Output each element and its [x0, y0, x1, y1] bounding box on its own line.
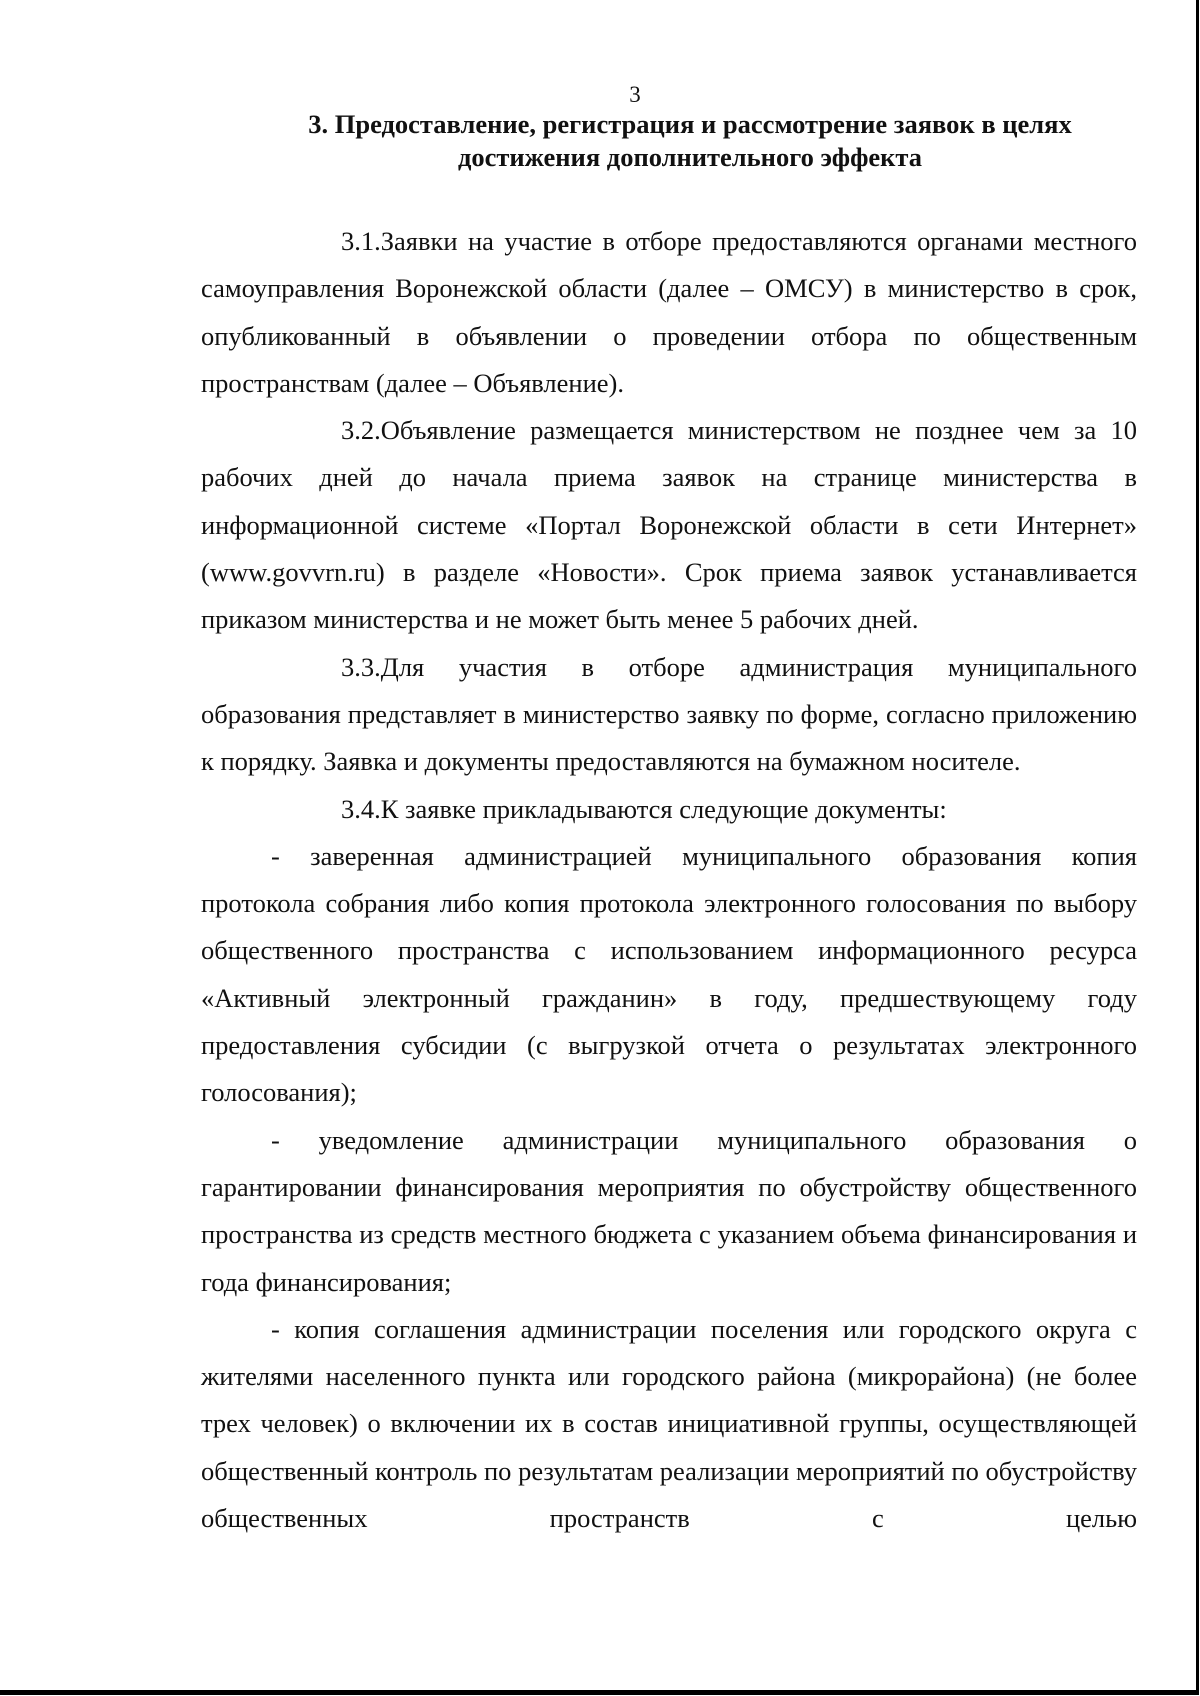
section-title: [250, 108, 1130, 174]
paragraph-number: 3.1.: [341, 226, 381, 256]
list-item-agreement-copy: - копия соглашения администрации поселения или городского округа с жителями населенного пункта или городского района (микрорайона) (не более трех человек) о включении их в состав инициативной группы, осуществляющей общественный контроль по результатам реализации мероприятий по обустройству общественных пространств с целью: [201, 1313, 1137, 1534]
section-title-line-2: достижения дополнительного эффекта: [457, 142, 923, 172]
paragraph-number: 3.4.: [341, 793, 381, 824]
paragraph-text: Объявление размещается министерством не позднее чем за 10 рабочих дней до начала приема заявок на странице министерства в информационной системе «Портал Воронежской области в сети Интернет» (www.govvrn.ru) в разделе «Новости». Срок приема заявок устанавливается приказом министерства и не может быть менее 5 рабочих дней.: [201, 415, 1137, 635]
document-body: [201, 218, 1137, 1542]
paragraph-3-1: [201, 218, 1137, 407]
paragraph-3-3: [201, 644, 1137, 786]
list-item-financing-notice: - уведомление администрации муниципального образования о гарантировании финансирования мероприятия по обустройству общественного пространства из средств местного бюджета с указанием объема финансирования и года финансирования;: [201, 1124, 1137, 1297]
paragraph-number: 3.3.: [341, 651, 381, 682]
paragraph-3-2: [201, 407, 1137, 643]
section-title-line-1: 3. Предоставление, регистрация и рассмотрение заявок в целях: [308, 109, 1072, 139]
page-number: 3: [629, 82, 641, 107]
paragraph-text: К заявке прикладываются следующие документы:: [380, 793, 947, 824]
paragraph-number: 3.2.: [341, 415, 381, 446]
paragraph-3-4: [201, 786, 1137, 833]
paragraph-text: Заявки на участие в отборе предоставляются органами местного самоуправления Воронежской области (далее – ОМСУ) в министерство в срок, опубликованный в объявлении о проведении отбора по общественным пространствам (далее – Объявление).: [201, 226, 1137, 398]
list-item-protocol-copy: - заверенная администрацией муниципального образования копия протокола собрания либо копия протокола электронного голосования по выбору общественного пространства с использованием информационного ресурса «Активный электронный гражданин» в году, предшествующему году предоставления субсидии (с выгрузкой отчета о результатах электронного голосования);: [201, 840, 1137, 1108]
paragraph-text: Для участия в отборе администрация муниципального образования представляет в министерство заявку по форме, согласно приложению к порядку. Заявка и документы предоставляются на бумажном носителе.: [201, 651, 1137, 777]
